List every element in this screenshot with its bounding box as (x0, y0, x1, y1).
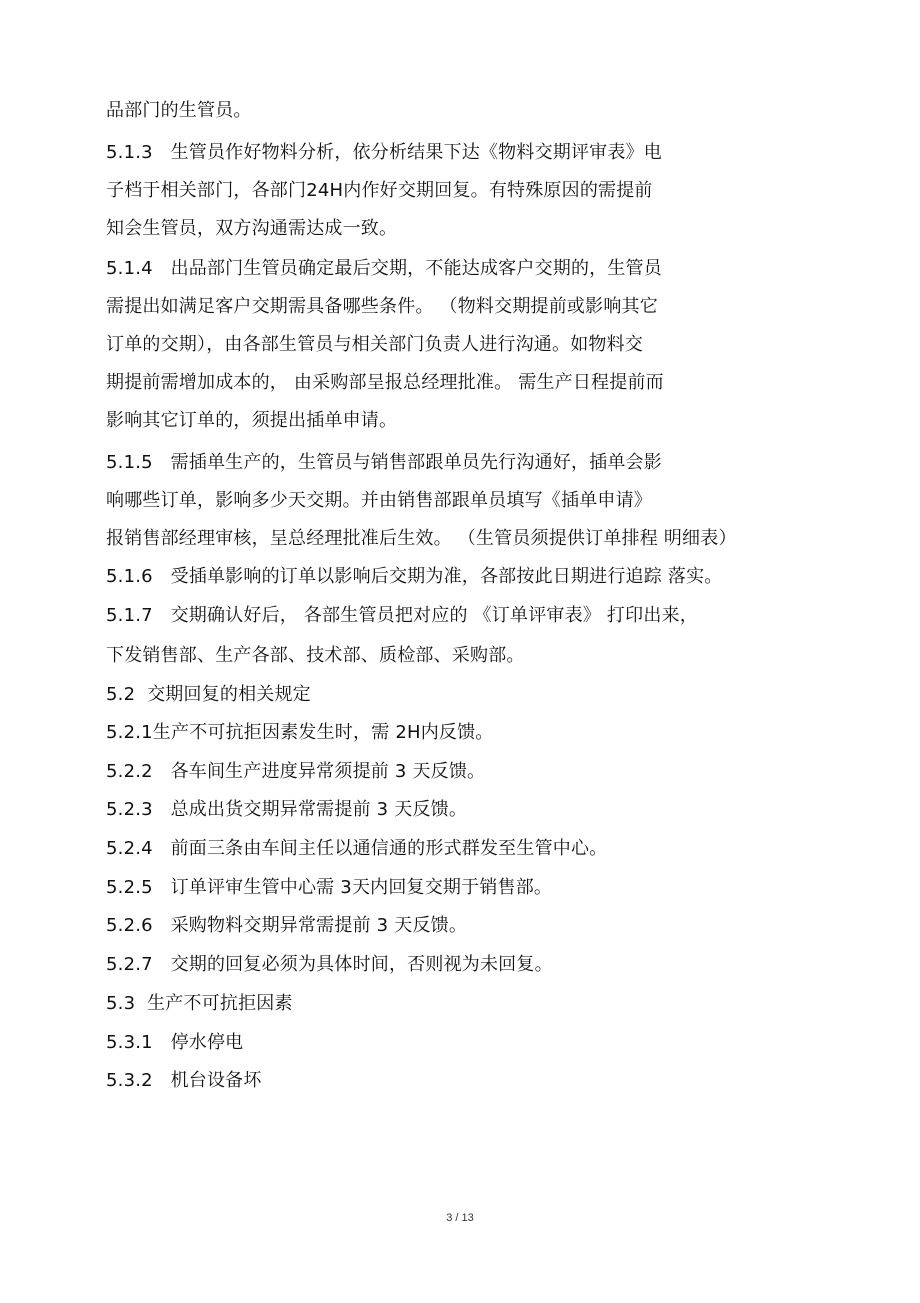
text-line: 5.2.4 前面三条由车间主任以通信通的形式群发至生管中心。 (106, 838, 608, 859)
text-line: 5.3.2 机台设备坏 (106, 1070, 262, 1091)
text-line: 5.2.7 交期的回复必须为具体时间，否则视为未回复。 (106, 954, 553, 975)
section-heading: 5.2 交期回复的相关规定 (106, 684, 311, 705)
page-number: 3 / 13 (446, 1212, 474, 1224)
text-line: 期提前需增加成本的， 由采购部呈报总经理批准。 需生产日程提前而 (106, 372, 664, 393)
text-line: 5.1.6 受插单影响的订单以影响后交期为准，各部按此日期进行追踪 落实。 (106, 566, 723, 587)
text-line: 5.2.6 采购物料交期异常需提前 3 天反馈。 (106, 915, 468, 936)
text-line: 子档于相关部门，各部门24H内作好交期回复。有特殊原因的需提前 (106, 180, 653, 201)
text-line: 订单的交期），由各部生管员与相关部门负责人进行沟通。如物料交 (106, 334, 643, 355)
text-line: 5.2.2 各车间生产进度异常须提前 3 天反馈。 (106, 761, 486, 782)
text-line: 5.2.3 总成出货交期异常需提前 3 天反馈。 (106, 799, 468, 820)
text-line: 5.2.5 订单评审生管中心需 3天内回复交期于销售部。 (106, 877, 553, 898)
text-line: 5.1.5 需插单生产的，生管员与销售部跟单员先行沟通好，插单会影 (106, 452, 662, 473)
text-line: 下发销售部、生产各部、技术部、质检部、采购部。 (106, 645, 525, 666)
text-line: 5.1.3 生管员作好物料分析，依分析结果下达《物料交期评审表》电 (106, 142, 662, 163)
section-heading: 5.3 生产不可抗拒因素 (106, 993, 293, 1014)
text-line: 5.1.7 交期确认好后， 各部生管员把对应的 《订单评审表》 打印出来， (106, 605, 698, 626)
text-line: 响哪些订单，影响多少天交期。并由销售部跟单员填写《插单申请》 (106, 490, 652, 511)
text-line: 报销售部经理审核，呈总经理批准后生效。 （生管员须提供订单排程 明细表） (106, 528, 737, 549)
text-line: 品部门的生管员。 (106, 100, 252, 121)
text-line: 知会生管员，双方沟通需达成一致。 (106, 218, 398, 239)
text-line: 5.2.1生产不可抗拒因素发生时，需 2H内反馈。 (106, 722, 494, 743)
text-line: 影响其它订单的，须提出插单申请。 (106, 410, 398, 431)
text-line: 5.3.1 停水停电 (106, 1032, 244, 1053)
text-line: 需提出如满足客户交期需具备哪些条件。 （物料交期提前或影响其它 (106, 296, 658, 317)
text-line: 5.1.4 出品部门生管员确定最后交期，不能达成客户交期的，生管员 (106, 258, 662, 279)
